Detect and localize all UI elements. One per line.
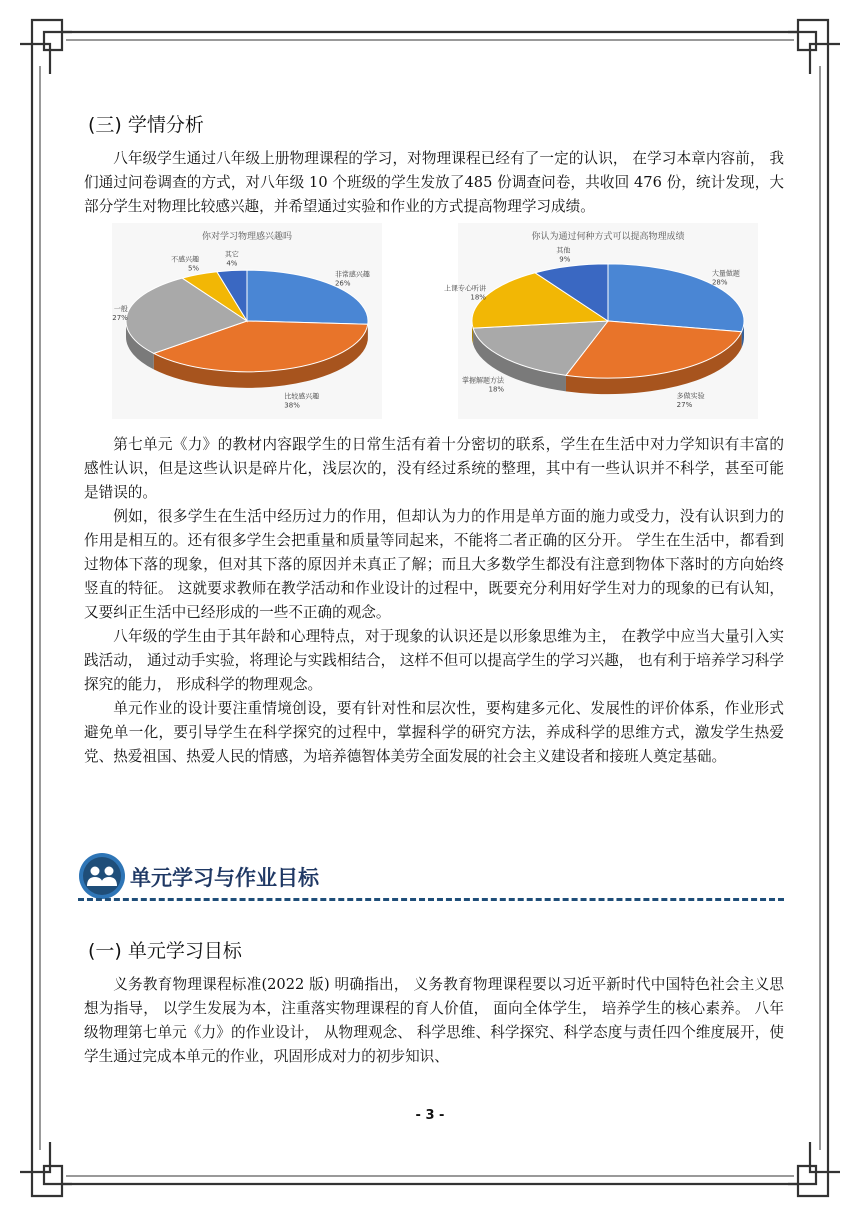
chart-title: 你认为通过何种方式可以提高物理成绩 <box>531 232 685 242</box>
pie-value-label: 18% <box>470 293 486 302</box>
pie-chart-methods <box>443 223 758 419</box>
pie-label: 非常感兴趣 <box>334 270 370 279</box>
section-learning-analysis <box>84 110 784 769</box>
pie-label: 一般 <box>113 304 128 313</box>
section-title: (一) 单元学习目标 <box>88 940 242 962</box>
pie-value-label: 26% <box>334 279 351 288</box>
paragraph: 义务教育物理课程标准(2022 版) 明确指出， 义务教育物理课程要以习近平新时代中国特色社会主义思想为指导， 以学生发展为本，注重落实物理课程的育人价值， 面向全体学生， 培养学生的核心素养。 八年级物理第七单元《力》的作业设计， 从物理观念、 科学思维、科学探究、科学态度与责任四个维度展开，使学生通过完成本单元的作业，巩固形成对力的初步知识、 <box>84 976 784 1065</box>
pie-label: 其它 <box>224 250 239 259</box>
section-title: (三) 学情分析 <box>88 114 204 136</box>
chart-title: 你对学习物理感兴趣吗 <box>201 232 293 242</box>
pie-label: 掌握解题方法 <box>462 376 505 385</box>
section-banner <box>78 852 784 904</box>
pie-value-label: 9% <box>559 255 571 264</box>
pie-label: 其他 <box>556 246 571 255</box>
page-number: - 3 - <box>415 1108 445 1123</box>
pie-label: 比较感兴趣 <box>284 392 320 401</box>
pie-chart-interest <box>112 223 382 419</box>
pie-label: 多做实验 <box>676 392 705 401</box>
section-unit-goals <box>84 936 784 1069</box>
paragraph: 八年级的学生由于其年龄和心理特点，对于现象的认识还是以形象思维为主， 在教学中应当大量引入实践活动， 通过动手实验，将理论与实践相结合， 这样不但可以提高学生的学习兴趣， 也有利于培养学习科学探究的能力， 形成科学的物理观念。 <box>84 628 784 693</box>
people-icon <box>78 852 126 900</box>
paragraph: 八年级学生通过八年级上册物理课程的学习，对物理课程已经有了一定的认识， 在学习本章内容前， 我们通过问卷调查的方式，对八年级 10 个班级的学生发放了485 份调查问卷，共收回 476 份，统计发现，大部分学生对物理比较感兴趣，并希望通过实验和作业的方式提高物理学习成绩。 <box>84 150 784 215</box>
pie-value-label: 4% <box>226 259 238 268</box>
pie-value-label: 28% <box>711 278 728 287</box>
pie-label: 大量做题 <box>711 269 740 278</box>
survey-charts <box>84 223 784 423</box>
paragraph: 第七单元《力》的教材内容跟学生的日常生活有着十分密切的联系，学生在生活中对力学知识有丰富的感性认识，但是这些认识是碎片化，浅层次的，没有经过系统的整理，其中有一些认识并不科学，甚至可能是错误的。 <box>84 436 784 501</box>
pie-label: 不感兴趣 <box>171 255 200 264</box>
pie-label: 上课专心听讲 <box>443 284 486 293</box>
paragraph: 例如，很多学生在生活中经历过力的作用，但却认为力的作用是单方面的施力或受力，没有认识到力的作用是相互的。还有很多学生会把重量和质量等同起来，不能将二者正确的区分开。 学生在生活中，都看到过物体下落的现象，但对其下落的原因并未真正了解；而且大多数学生都没有注意到物体下落时的方向始终竖直的特征。 这就要求教师在教学活动和作业设计的过程中，既要充分利用好学生对力的现象的已有认知，又要纠正生活中已经形成的一些不正确的观念。 <box>84 508 784 621</box>
pie-value-label: 27% <box>112 313 128 322</box>
pie-value-label: 5% <box>187 264 200 273</box>
pie-value-label: 38% <box>284 401 300 410</box>
paragraph: 单元作业的设计要注重情境创设，要有针对性和层次性，要构建多元化、发展性的评价体系，作业形式避免单一化，要引导学生在科学探究的过程中，掌握科学的研究方法，养成科学的思维方式，激发学生热爱党、热爱祖国、热爱人民的情感，为培养德智体美劳全面发展的社会主义建设者和接班人奠定基础。 <box>84 700 784 765</box>
dashed-divider <box>78 898 784 901</box>
banner-title: 单元学习与作业目标 <box>130 866 319 890</box>
pie-value-label: 27% <box>676 401 693 410</box>
pie-value-label: 18% <box>488 385 505 394</box>
